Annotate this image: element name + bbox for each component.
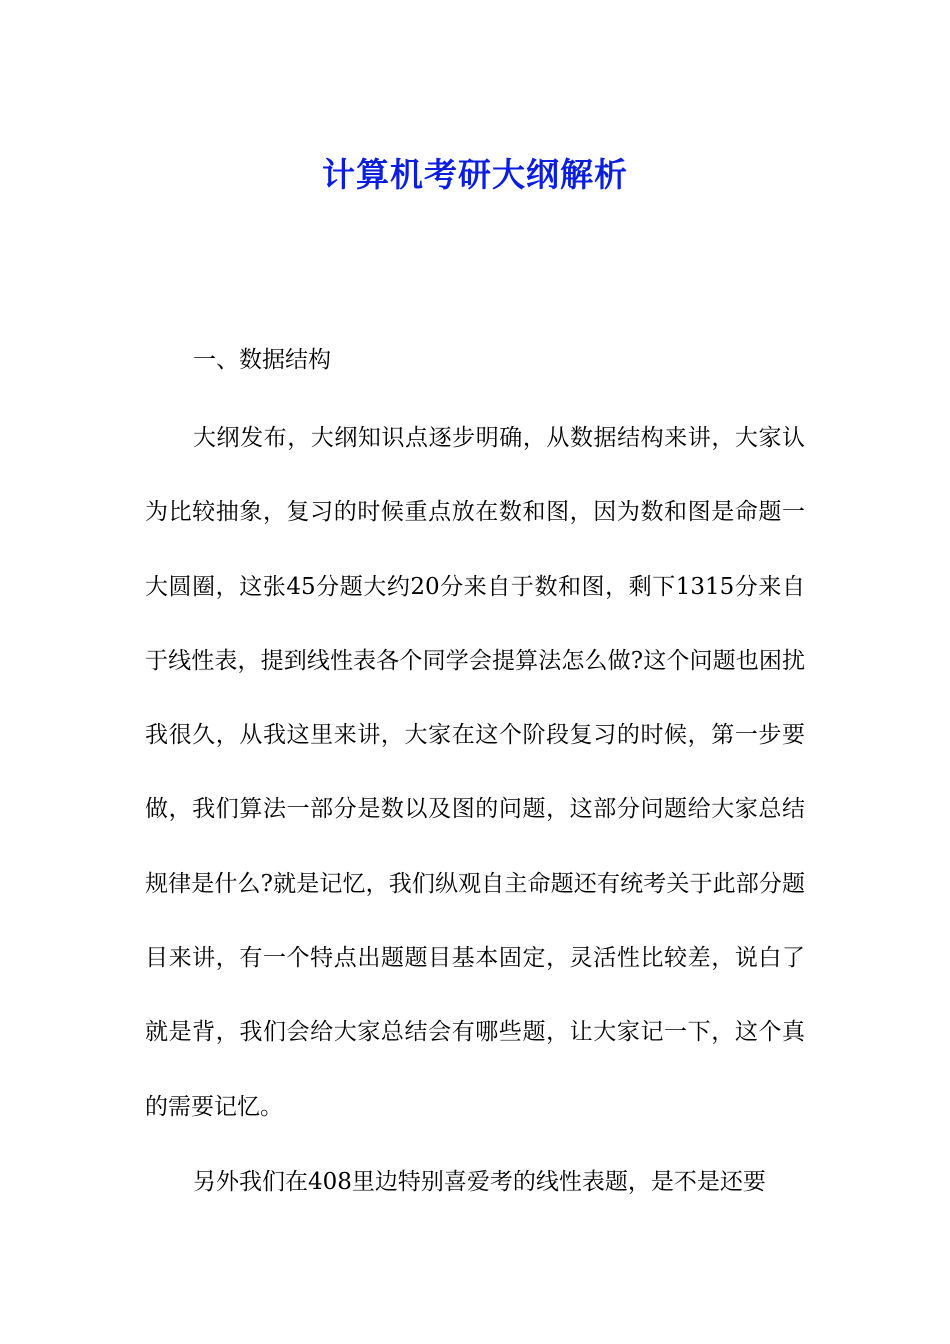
body-paragraph: 另外我们在408里边特别喜爱考的线性表题，是不是还要 (193, 1169, 766, 1195)
body-paragraph: 大纲发布，大纲知识点逐步明确，从数据结构来讲，大家认为比较抽象，复习的时候重点放在数和图，因为数和图是命题一大圆圈，这张45分题大约20分来自于数和图，剩下1315分来自于线性表，提到线性表各个同学会提算法怎么做?这个问题也困扰我很久，从我这里来讲，大家在这个阶段复习的时候，第一步要做，我们算法一部分是数以及图的问题，这部分问题给大家总结规律是什么?就是记忆，我们纵观自主命题还有统考关于此部分题目来讲，有一个特点出题题目基本固定，灵活性比较差，说白了就是背，我们会给大家总结会有哪些题，让大家记一下，这个真的需要记忆。 (145, 425, 805, 1120)
section-heading: 一、数据结构 (193, 347, 331, 373)
document-title: 计算机考研大纲解析 (322, 155, 628, 195)
